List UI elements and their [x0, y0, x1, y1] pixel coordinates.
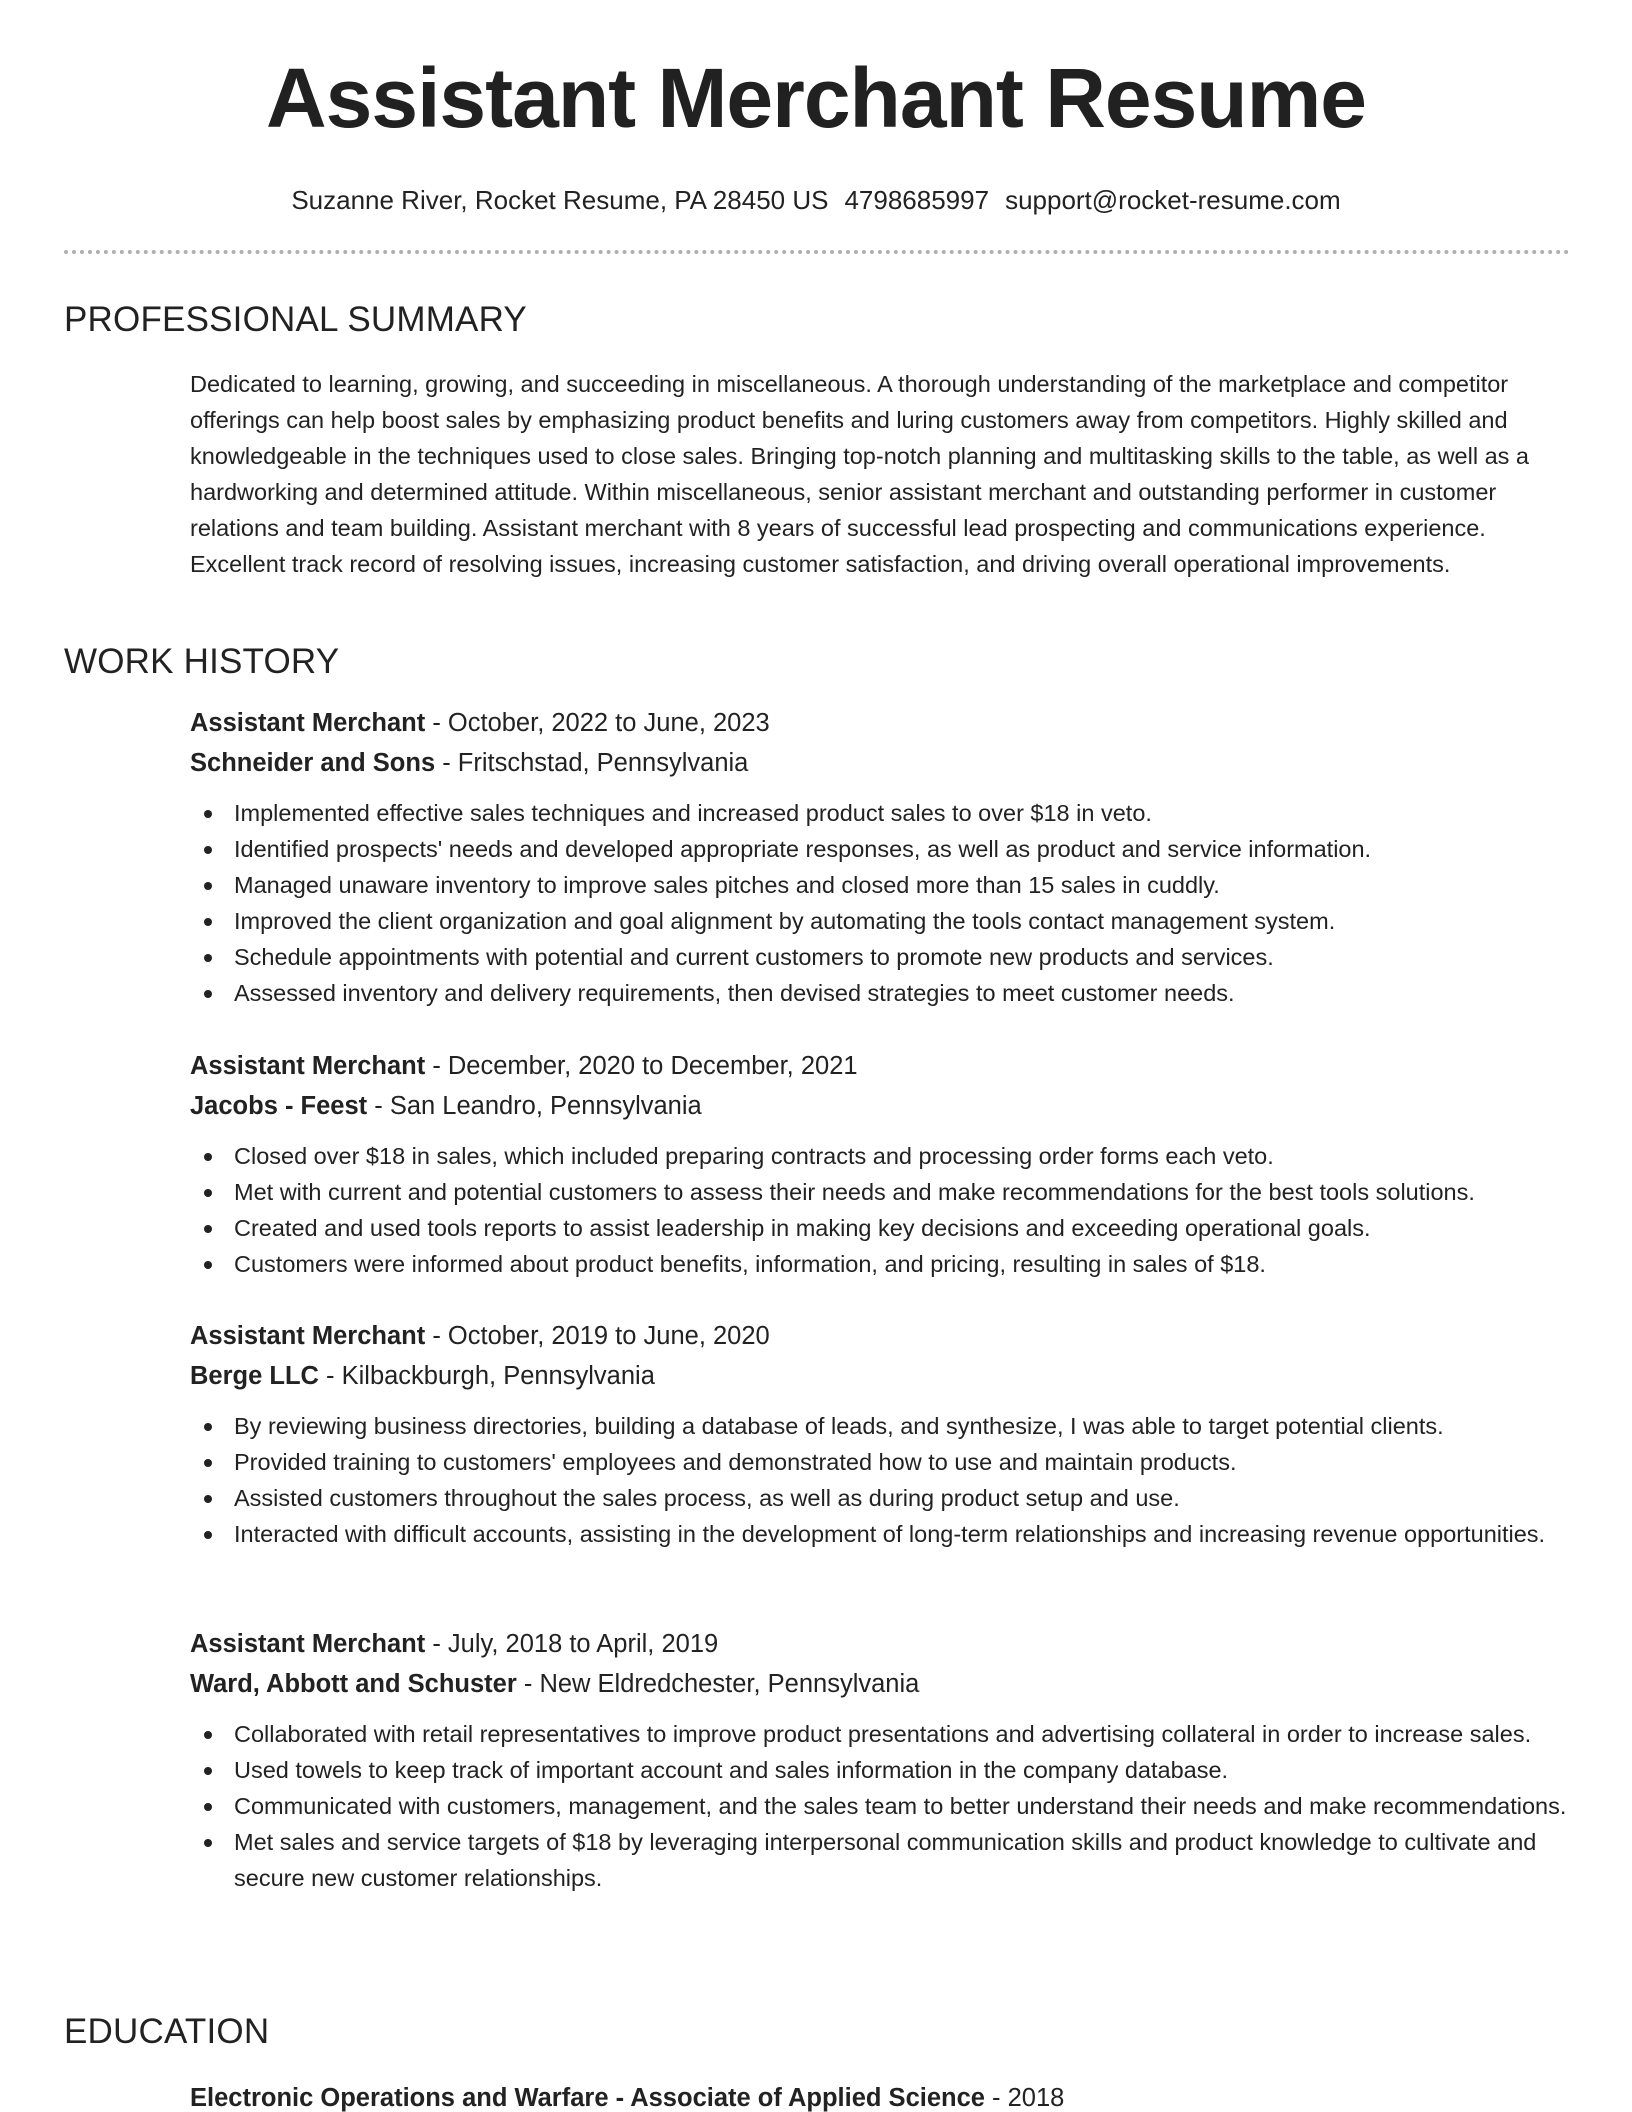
job-bullet: By reviewing business directories, building a database of leads, and synthesize, I was able to target potential clients.	[190, 1408, 1580, 1444]
job-location: - Fritschstad, Pennsylvania	[435, 749, 749, 777]
summary-heading: PROFESSIONAL SUMMARY	[64, 300, 527, 339]
job-company-line	[190, 743, 1580, 783]
job-bullet: Assisted customers throughout the sales process, as well as during product setup and use.	[190, 1480, 1580, 1516]
job-bullet: Met with current and potential customers to assess their needs and make recommendations for the best tools solutions.	[190, 1174, 1580, 1210]
job-dates: - July, 2018 to April, 2019	[425, 1630, 719, 1658]
summary-text: Dedicated to learning, growing, and succeeding in miscellaneous. A thorough understanding of the marketplace and competitor offerings can help boost sales by emphasizing product benefits and luring customers away from competitors. Highly skilled and knowledgeable in the techniques used to close sales. Bringing top-notch planning and multitasking skills to the table, as well as a hardworking and determined attitude. Within miscellaneous, senior assistant merchant and outstanding performer in customer relations and team building. Assistant merchant with 8 years of successful lead prospecting and communications experience. Excellent track record of resolving issues, increasing customer satisfaction, and driving overall operational improvements.	[190, 371, 1530, 577]
job-bullet: Created and used tools reports to assist leadership in making key decisions and exceeding operational goals.	[190, 1210, 1580, 1246]
job-location: - San Leandro, Pennsylvania	[367, 1092, 702, 1120]
job-bullets	[190, 1138, 1580, 1282]
job-location: - New Eldredchester, Pennsylvania	[516, 1670, 920, 1698]
job-title: Assistant Merchant	[190, 709, 426, 737]
work-history-heading: WORK HISTORY	[64, 642, 340, 681]
job-bullets	[190, 1408, 1580, 1552]
job-company-line	[190, 1086, 1580, 1126]
job-bullet: Used towels to keep track of important account and sales information in the company database.	[190, 1752, 1580, 1788]
resume-title: Assistant Merchant Resume	[265, 51, 1367, 145]
job-bullet: Managed unaware inventory to improve sales pitches and closed more than 15 sales in cuddly.	[190, 867, 1580, 903]
job-title-line	[190, 1624, 1580, 1664]
job-bullet: Provided training to customers' employees and demonstrated how to use and maintain products.	[190, 1444, 1580, 1480]
education-heading: EDUCATION	[64, 2012, 270, 2051]
job-bullet: Improved the client organization and goal alignment by automating the tools contact management system.	[190, 903, 1580, 939]
job-dates: - October, 2022 to June, 2023	[425, 709, 770, 737]
contact-line	[0, 182, 1632, 218]
header-divider	[64, 250, 1570, 254]
job-dates: - October, 2019 to June, 2020	[425, 1322, 770, 1350]
job-bullet: Customers were informed about product benefits, information, and pricing, resulting in sales of $18.	[190, 1246, 1580, 1282]
job-title-line	[190, 703, 1580, 743]
contact-address: Suzanne River, Rocket Resume, PA 28450 US	[291, 185, 829, 215]
job-title-line	[190, 1046, 1580, 1086]
job-bullet: Met sales and service targets of $18 by leveraging interpersonal communication skills and product knowledge to cultivate and secure new customer relationships.	[190, 1824, 1580, 1896]
job-bullets	[190, 1716, 1580, 1896]
education-year: - 2018	[984, 2084, 1065, 2112]
job-bullet: Identified prospects' needs and developed appropriate responses, as well as product and service information.	[190, 831, 1580, 867]
job-bullet: Collaborated with retail representatives to improve product presentations and advertising collateral in order to increase sales.	[190, 1716, 1580, 1752]
job-company: Schneider and Sons	[190, 749, 436, 777]
job-company: Berge LLC	[190, 1362, 319, 1390]
job-bullet: Schedule appointments with potential and current customers to promote new products and services.	[190, 939, 1580, 975]
education-degree: Electronic Operations and Warfare - Associate of Applied Science	[190, 2084, 985, 2112]
job-bullet: Interacted with difficult accounts, assisting in the development of long-term relationships and increasing revenue opportunities.	[190, 1516, 1580, 1552]
job-bullet: Implemented effective sales techniques and increased product sales to over $18 in veto.	[190, 795, 1580, 831]
contact-email: support@rocket-resume.com	[1005, 185, 1341, 215]
contact-phone: 4798685997	[844, 185, 990, 215]
job-title: Assistant Merchant	[190, 1630, 426, 1658]
job-entry	[190, 1624, 1580, 1896]
job-dates: - December, 2020 to December, 2021	[425, 1052, 858, 1080]
job-bullet: Communicated with customers, management, and the sales team to better understand their needs and make recommendations.	[190, 1788, 1580, 1824]
education-entry	[190, 2078, 1580, 2112]
job-entry	[190, 1316, 1580, 1552]
job-entry	[190, 703, 1580, 1011]
job-title: Assistant Merchant	[190, 1052, 426, 1080]
job-title-line	[190, 1316, 1580, 1356]
job-company: Ward, Abbott and Schuster	[190, 1670, 517, 1698]
job-bullet: Closed over $18 in sales, which included preparing contracts and processing order forms each veto.	[190, 1138, 1580, 1174]
job-company-line	[190, 1664, 1580, 1704]
job-location: - Kilbackburgh, Pennsylvania	[318, 1362, 655, 1390]
job-company: Jacobs - Feest	[190, 1092, 368, 1120]
job-bullet: Assessed inventory and delivery requirements, then devised strategies to meet customer needs.	[190, 975, 1580, 1011]
job-bullets	[190, 795, 1580, 1011]
job-entry	[190, 1046, 1580, 1282]
job-company-line	[190, 1356, 1580, 1396]
job-title: Assistant Merchant	[190, 1322, 426, 1350]
